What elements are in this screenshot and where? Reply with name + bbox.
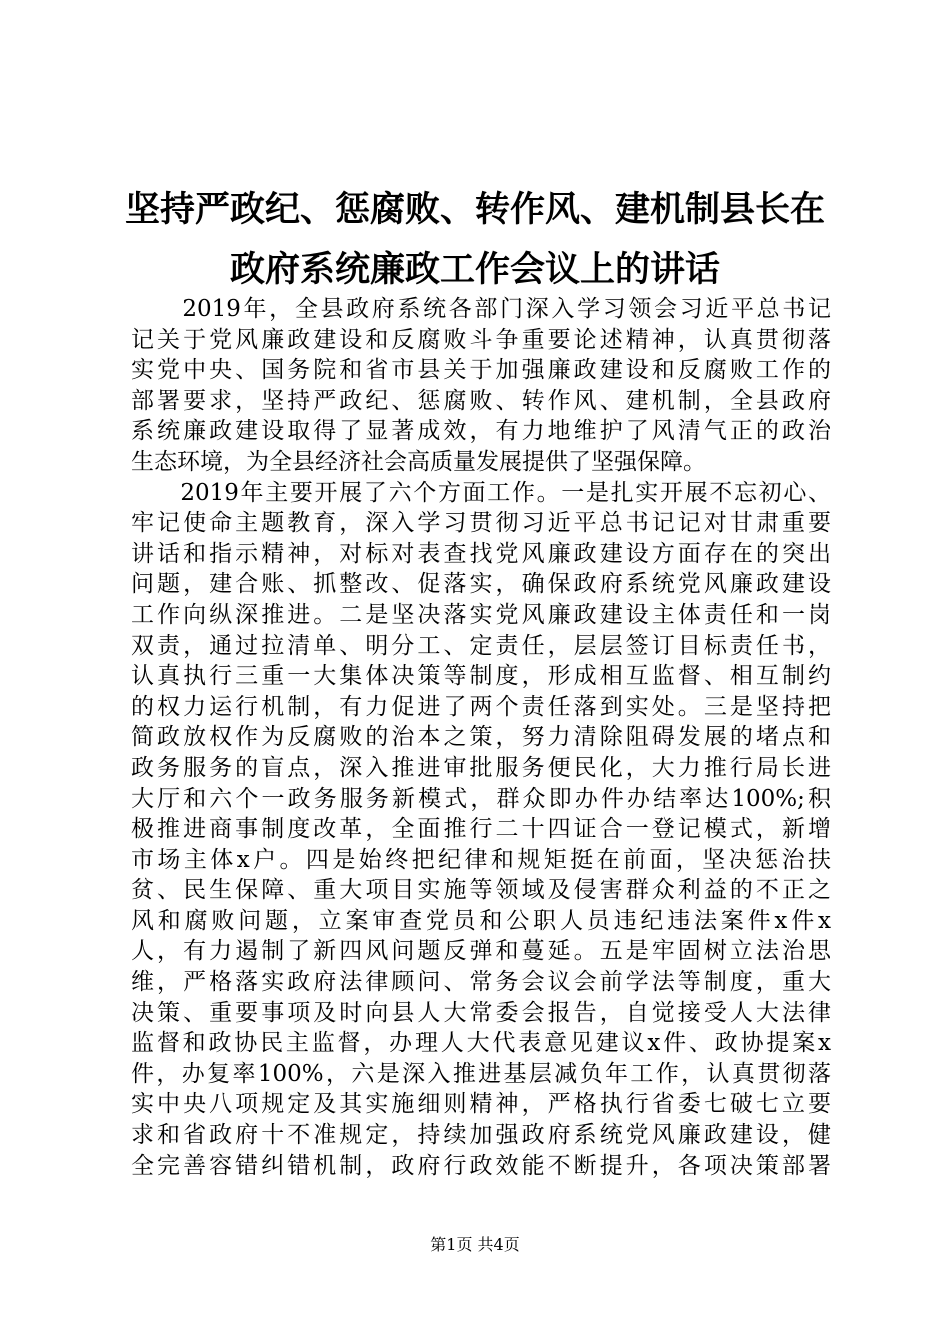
- body-line: 决策、重要事项及时向县人大常委会报告，自觉接受人大法律: [131, 999, 831, 1026]
- body-line: 监督和政协民主监督，办理人大代表意见建议x件、政协提案x: [131, 1030, 831, 1057]
- body-line: 维，严格落实政府法律顾问、常务会议会前学法等制度，重大: [131, 969, 831, 996]
- body-line: 牢记使命主题教育，深入学习贯彻习近平总书记记对甘肃重要: [131, 510, 831, 537]
- body-line: 简政放权作为反腐败的治本之策，努力清除阻碍发展的堵点和: [131, 724, 831, 751]
- body-line: 认真执行三重一大集体决策等制度，形成相互监督、相互制约: [131, 663, 831, 690]
- body-line: 市场主体x户。四是始终把纪律和规矩挺在前面，坚决惩治扶: [131, 846, 831, 873]
- body-line: 人，有力遏制了新四风问题反弹和蔓延。五是牢固树立法治思: [131, 938, 831, 965]
- body-line: 贫、民生保障、重大项目实施等领域及侵害群众利益的不正之: [131, 877, 831, 904]
- body-line: 政务服务的盲点，深入推进审批服务便民化，大力推行局长进: [131, 754, 831, 781]
- document-title-line-1: 坚持严政纪、惩腐败、转作风、建机制县长在: [124, 189, 825, 230]
- body-line: 风和腐败问题，立案审查党员和公职人员违纪违法案件x件x: [131, 907, 831, 934]
- body-line: 问题，建合账、抓整改、促落实，确保政府系统党风廉政建设: [131, 571, 831, 598]
- body-line: 大厅和六个一政务服务新模式，群众即办件办结率达100%;积: [131, 785, 831, 812]
- body-line: 2019年，全县政府系统各部门深入学习领会习近平总书记: [131, 296, 831, 322]
- body-line: 双责，通过拉清单、明分工、定责任，层层签订目标责任书，: [131, 632, 831, 659]
- body-line: 记关于党风廉政建设和反腐败斗争重要论述精神，认真贯彻落: [131, 326, 831, 353]
- document-body: [131, 294, 831, 1181]
- document-title-line-2: 政府系统廉政工作会议上的讲话: [229, 249, 720, 290]
- body-line: 讲话和指示精神，对标对表查找党风廉政建设方面存在的突出: [131, 540, 831, 567]
- body-line: 实党中央、国务院和省市县关于加强廉政建设和反腐败工作的: [131, 357, 831, 384]
- body-line: 的权力运行机制，有力促进了两个责任落到实处。三是坚持把: [131, 693, 831, 720]
- body-line: 实中央八项规定及其实施细则精神，严格执行省委七破七立要: [131, 1091, 831, 1118]
- body-line: 工作向纵深推进。二是坚决落实党风廉政建设主体责任和一岗: [131, 601, 831, 628]
- body-line: 2019年主要开展了六个方面工作。一是扎实开展不忘初心、: [131, 479, 831, 506]
- body-line: 求和省政府十不准规定，持续加强政府系统党风廉政建设，健: [131, 1122, 831, 1149]
- body-line: 生态环境，为全县经济社会高质量发展提供了坚强保障。: [131, 448, 706, 475]
- body-line: 极推进商事制度改革，全面推行二十四证合一登记模式，新增: [131, 816, 831, 843]
- body-line: 系统廉政建设取得了显著成效，有力地维护了风清气正的政治: [131, 418, 831, 445]
- body-line: 全完善容错纠错机制，政府行政效能不断提升，各项决策部署: [131, 1152, 831, 1179]
- body-line: 部署要求，坚持严政纪、惩腐败、转作风、建机制，全县政府: [131, 387, 831, 414]
- page-footer: 第1页 共4页: [430, 1235, 520, 1254]
- body-line: 件，办复率100%，六是深入推进基层减负年工作，认真贯彻落: [131, 1060, 831, 1087]
